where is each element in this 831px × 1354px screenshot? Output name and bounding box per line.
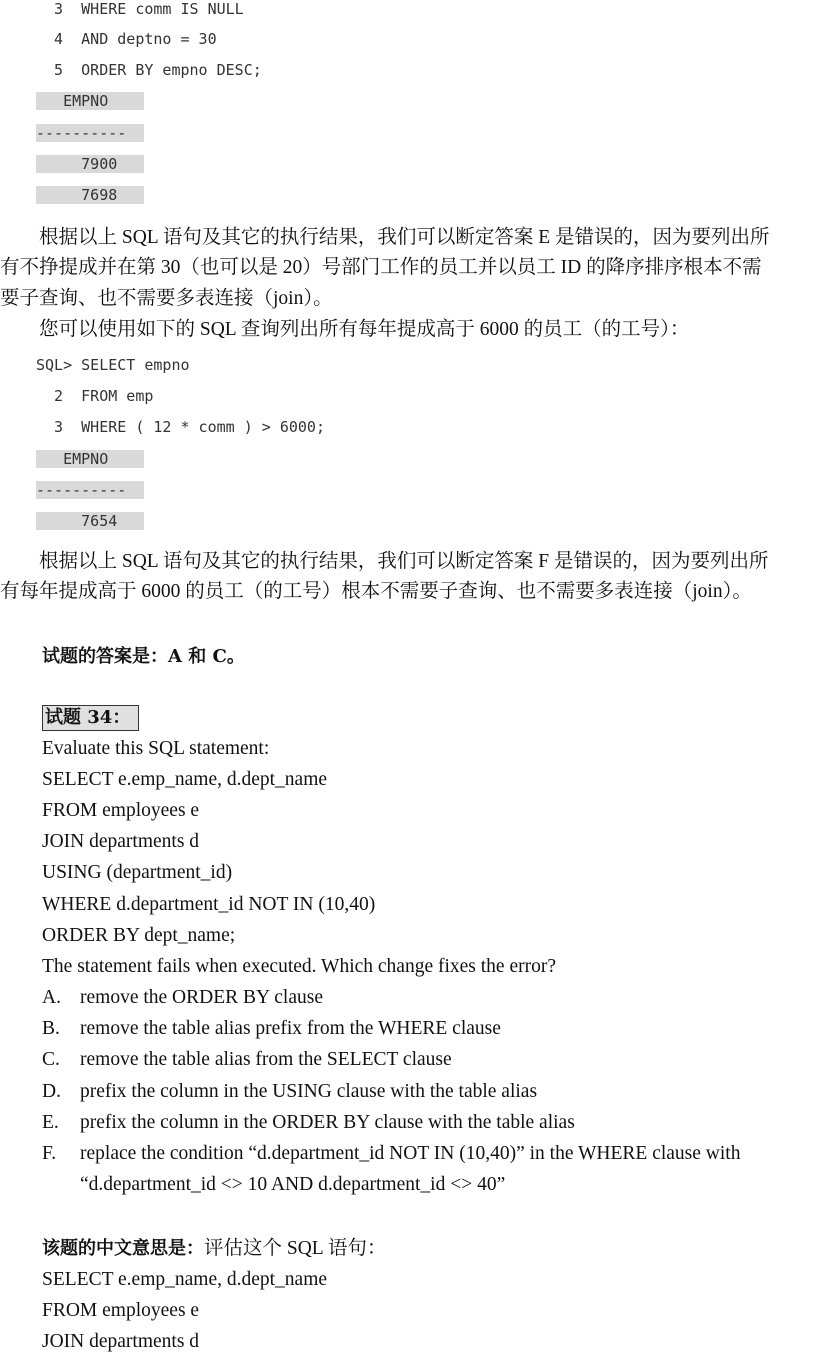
code-line: SQL> SELECT empno xyxy=(36,356,190,374)
chinese-meaning-label: 该题的中文意思是： xyxy=(42,1238,204,1259)
question-title: 试题 34： xyxy=(42,705,139,731)
result-row: 7900 xyxy=(36,155,144,173)
chinese-sql-line: FROM employees e xyxy=(42,1300,200,1321)
result-row: 7698 xyxy=(36,186,144,204)
option-text: remove the ORDER BY clause xyxy=(80,987,323,1008)
result-separator: ---------- xyxy=(36,124,144,142)
option-e xyxy=(42,1111,575,1135)
option-text: remove the table alias from the SELECT clause xyxy=(80,1049,452,1070)
question-line: ORDER BY dept_name; xyxy=(42,925,236,946)
option-a xyxy=(42,986,323,1010)
option-letter: C. xyxy=(42,1049,60,1070)
option-text: remove the table alias prefix from the WHERE clause xyxy=(80,1018,501,1039)
question-line: FROM employees e xyxy=(42,800,200,821)
result-row: 7654 xyxy=(36,512,144,530)
option-d xyxy=(42,1080,537,1104)
option-f xyxy=(42,1142,740,1166)
option-letter: F. xyxy=(42,1143,57,1164)
option-f-continuation: “d.department_id <> 10 AND d.department_id <> 40” xyxy=(80,1174,506,1195)
option-letter: E. xyxy=(42,1112,59,1133)
paragraph-line: 有不挣提成并在第 30（也可以是 20）号部门工作的员工并以员工 ID 的降序排序根本不需 xyxy=(0,257,762,278)
paragraph-line: 根据以上 SQL 语句及其它的执行结果，我们可以断定答案 E 是错误的，因为要列出所 xyxy=(0,227,770,248)
question-line: USING (department_id) xyxy=(42,862,233,883)
chinese-meaning-line xyxy=(42,1237,386,1261)
code-line: 3 WHERE ( 12 * comm ) > 6000; xyxy=(36,418,325,436)
question-line: The statement fails when executed. Which change fixes the error? xyxy=(42,956,556,977)
option-b xyxy=(42,1017,501,1041)
option-c xyxy=(42,1048,452,1072)
code-line: 3 WHERE comm IS NULL xyxy=(36,0,244,18)
question-line: WHERE d.department_id NOT IN (10,40) xyxy=(42,894,376,915)
option-text: replace the condition “d.department_id NOT IN (10,40)” in the WHERE clause with xyxy=(80,1143,741,1164)
option-text: prefix the column in the ORDER BY clause with the table alias xyxy=(80,1112,575,1133)
code-line: 2 FROM emp xyxy=(36,387,154,405)
result-header: EMPNO xyxy=(36,450,144,468)
paragraph-line: 根据以上 SQL 语句及其它的执行结果，我们可以断定答案 F 是错误的，因为要列出所 xyxy=(0,551,769,572)
chinese-sql-line: JOIN departments d xyxy=(42,1331,200,1352)
result-separator: ---------- xyxy=(36,481,144,499)
question-line: SELECT e.emp_name, d.dept_name xyxy=(42,769,328,790)
paragraph-line: 有每年提成高于 6000 的员工（的工号）根本不需要子查询、也不需要多表连接（join）。 xyxy=(0,581,752,602)
option-letter: D. xyxy=(42,1081,61,1102)
option-letter: A. xyxy=(42,987,61,1008)
option-letter: B. xyxy=(42,1018,60,1039)
question-line: JOIN departments d xyxy=(42,831,200,852)
paragraph-line: 您可以使用如下的 SQL 查询列出所有每年提成高于 6000 的员工（的工号）： xyxy=(0,319,690,340)
answer-line: 试题的答案是：A 和 C。 xyxy=(42,646,245,667)
code-line: 4 AND deptno = 30 xyxy=(36,30,217,48)
option-text: prefix the column in the USING clause with the table alias xyxy=(80,1081,538,1102)
paragraph-line: 要子查询、也不需要多表连接（join）。 xyxy=(0,288,333,309)
chinese-meaning-text: 评估这个 SQL 语句： xyxy=(204,1238,387,1259)
chinese-sql-line: SELECT e.emp_name, d.dept_name xyxy=(42,1269,328,1290)
code-line: 5 ORDER BY empno DESC; xyxy=(36,61,262,79)
result-header: EMPNO xyxy=(36,92,144,110)
question-line: Evaluate this SQL statement: xyxy=(42,738,270,759)
